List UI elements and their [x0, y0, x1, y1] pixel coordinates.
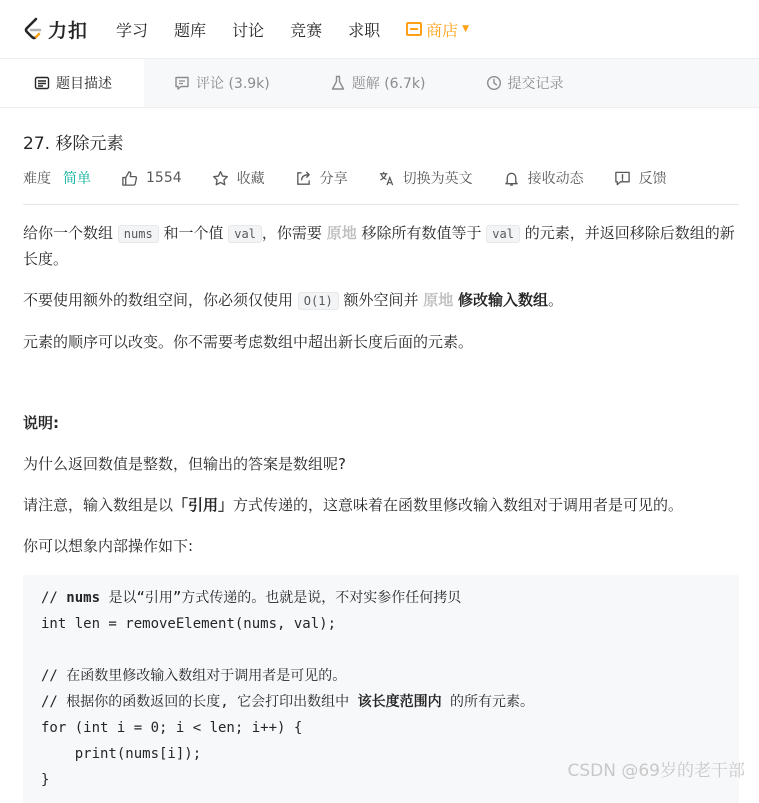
text: 方式传递的，这意味着在函数里修改输入数组对于调用者是可见的。: [233, 496, 684, 514]
code-bold: 该长度范围内: [357, 694, 442, 710]
nav-learn[interactable]: 学习: [116, 20, 149, 40]
tab-submissions[interactable]: [456, 59, 594, 107]
problem-content: [0, 129, 759, 803]
description-paragraph-1: [23, 221, 739, 272]
watermark: CSDN @69岁的老干部: [567, 761, 745, 781]
text: 。: [548, 291, 564, 309]
spacer: [23, 355, 739, 395]
bold-text: 「引用」: [173, 496, 234, 514]
description-paragraph-4: 为什么返回数值是整数，但输出的答案是数组呢?: [23, 455, 346, 473]
difficulty-label: 难度: [23, 171, 51, 187]
code-line: int len = removeElement(nums, val);: [41, 616, 337, 632]
share-label: 分享: [319, 171, 348, 187]
code-line: // 在函数里修改输入数组对于调用者是可见的。: [41, 668, 347, 684]
switch-language-button[interactable]: [378, 168, 473, 188]
text: 给你一个数组: [23, 224, 118, 242]
text: 移除所有数值等于: [356, 224, 487, 242]
subscribe-button[interactable]: [503, 168, 584, 188]
bell-icon: [503, 170, 520, 187]
leetcode-logo[interactable]: [22, 16, 88, 43]
code-line: print(nums[i]);: [41, 746, 202, 762]
favorite-label: 收藏: [236, 171, 265, 187]
nav-problemset[interactable]: 题库: [174, 20, 207, 40]
thumbs-up-icon: [121, 170, 138, 187]
subscribe-label: 接收动态: [527, 171, 584, 187]
text: ，你需要: [261, 224, 327, 242]
description-paragraph-3: 元素的顺序可以改变。你不需要考虑数组中超出新长度后面的元素。: [23, 333, 474, 351]
text: 不要使用额外的数组空间，你必须仅使用: [23, 291, 298, 309]
code-line: for (int i = 0; i < len; i++) {: [41, 720, 303, 736]
switch-language-label: 切换为英文: [402, 171, 473, 187]
inline-code: O(1): [298, 292, 339, 310]
inline-code: val: [486, 225, 520, 243]
nav-discuss[interactable]: 讨论: [232, 20, 265, 40]
code-bold: nums: [66, 590, 101, 606]
emphasis-link[interactable]: 原地: [423, 291, 454, 309]
caret-down-icon: ▼: [462, 24, 470, 34]
tab-solutions[interactable]: [300, 59, 456, 107]
leetcode-logo-icon: [22, 17, 44, 41]
store-icon: [406, 22, 422, 36]
nav-store[interactable]: [406, 18, 469, 41]
emphasis-link[interactable]: 原地: [326, 224, 357, 242]
problem-title: 27. 移除元素: [23, 134, 124, 154]
text: 请注意，输入数组是以: [23, 496, 174, 514]
bold-text: 修改输入数组: [458, 291, 549, 309]
problem-meta-bar: [23, 166, 739, 205]
nav-jobs[interactable]: 求职: [348, 20, 381, 40]
difficulty-badge: 简单: [63, 171, 91, 187]
store-label: 商店: [426, 20, 459, 40]
inline-code: nums: [118, 225, 159, 243]
tab-label: 题解 (6.7k): [351, 76, 426, 92]
clock-icon: [486, 75, 502, 91]
like-button[interactable]: [121, 170, 182, 187]
nav-contest[interactable]: 竞赛: [290, 20, 323, 40]
code-text: // 根据你的函数返回的长度, 它会打印出数组中: [41, 694, 358, 710]
tab-label: 题目描述: [56, 76, 112, 92]
inline-code: val: [228, 225, 262, 243]
tab-label: 评论 (3.9k): [196, 76, 270, 92]
like-count: 1554: [146, 170, 182, 186]
description-paragraph-5: [23, 493, 739, 518]
share-button[interactable]: [295, 168, 348, 188]
top-navbar: [0, 0, 759, 59]
text: 和一个值: [158, 224, 229, 242]
star-icon: [212, 170, 229, 187]
code-text: //: [41, 590, 67, 606]
share-icon: [295, 170, 312, 187]
text: 的元素，并返回移除后数组的新长度。: [23, 224, 735, 268]
translate-icon: [378, 170, 395, 187]
feedback-button[interactable]: [614, 168, 667, 188]
logo-text: 力扣: [48, 19, 89, 42]
code-text: 是以“引用”方式传递的。也就是说，不对实参作任何拷贝: [100, 590, 462, 606]
tab-description[interactable]: [0, 59, 144, 107]
code-line: }: [41, 772, 50, 788]
flask-icon: [330, 75, 346, 91]
note-heading: 说明:: [23, 414, 59, 432]
description-icon: [34, 75, 50, 91]
tab-comments[interactable]: [144, 59, 300, 107]
text: 额外空间并: [338, 291, 424, 309]
description-paragraph-2: [23, 288, 739, 314]
description-paragraph-6: 你可以想象内部操作如下:: [23, 537, 194, 555]
feedback-icon: [614, 170, 631, 187]
tab-label: 提交记录: [507, 76, 564, 92]
feedback-label: 反馈: [638, 171, 667, 187]
problem-tabs: [0, 59, 759, 108]
comment-icon: [174, 75, 190, 91]
favorite-button[interactable]: [212, 168, 265, 188]
code-text: 的所有元素。: [441, 694, 535, 710]
